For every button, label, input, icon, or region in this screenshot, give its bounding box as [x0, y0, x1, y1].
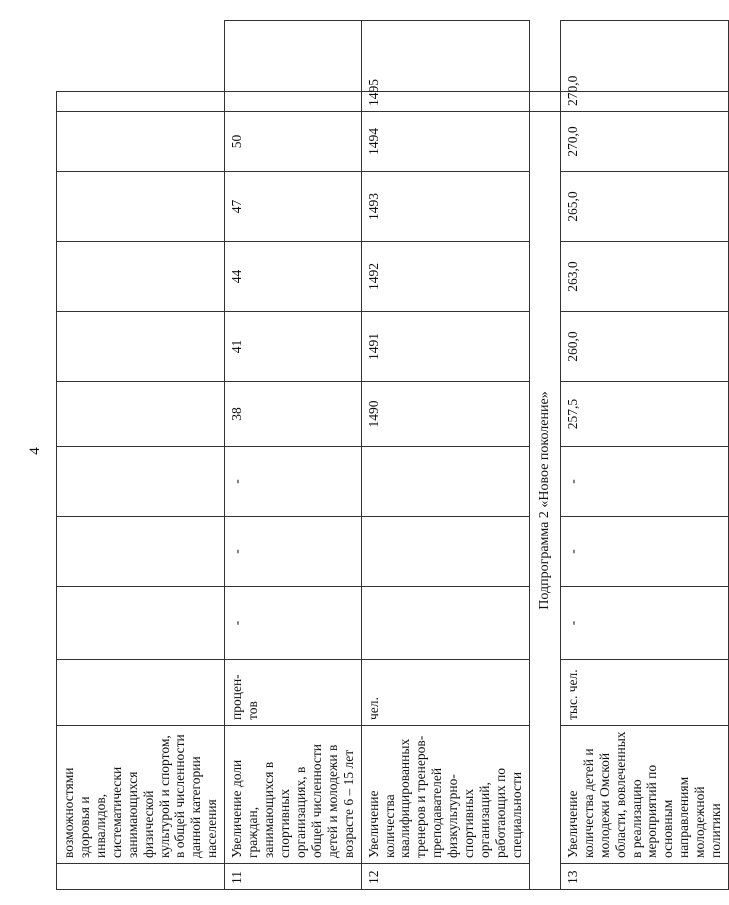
value-cell [57, 312, 225, 382]
value-cell: - [225, 587, 361, 660]
row-number: 11 [225, 864, 361, 890]
value-cell: 1491 [361, 312, 529, 382]
table-row [560, 21, 728, 890]
unit-cell: чел. [361, 660, 529, 726]
indicators-table [56, 20, 729, 890]
value-cell: - [560, 447, 728, 517]
row-number: 12 [361, 864, 529, 890]
indicator-name: Увеличение количества квалифицированных тренеров и тренеров-преподавателей физкультурно-спортивных организаций, работающих по специальности [361, 726, 529, 864]
value-cell: 1492 [361, 242, 529, 312]
value-cell: 263,0 [560, 242, 728, 312]
value-cell [57, 382, 225, 447]
value-cell [361, 21, 529, 92]
value-cell: 50 [225, 112, 361, 172]
value-cell [57, 587, 225, 660]
value-cell: - [225, 447, 361, 517]
value-cell: - [225, 517, 361, 587]
value-cell: 1490 [361, 382, 529, 447]
value-cell: - [560, 587, 728, 660]
value-cell [57, 517, 225, 587]
row-number: 13 [560, 864, 728, 890]
indicator-name: Увеличение доли граждан, занимающихся в спортивных организациях, в общей численности детей и молодежи в возрасте 6 – 15 лет [225, 726, 361, 864]
value-cell: 1495 [361, 92, 529, 112]
value-cell [57, 242, 225, 312]
value-cell: 38 [225, 382, 361, 447]
value-cell: 270,0 [560, 112, 728, 172]
value-cell: 257,5 [560, 382, 728, 447]
unit-cell: тыс. чел. [560, 660, 728, 726]
value-cell: 44 [225, 242, 361, 312]
unit-cell [57, 660, 225, 726]
value-cell: - [560, 517, 728, 587]
table-row [57, 21, 225, 890]
value-cell: 41 [225, 312, 361, 382]
value-cell: 265,0 [560, 172, 728, 242]
page-number: 4 [26, 447, 43, 455]
value-cell [361, 517, 529, 587]
value-cell: 1493 [361, 172, 529, 242]
indicator-name: Увеличение количества детей и молодежи Омской области, вовлеченных в реализацию мероприятий по основным направлениям молодежной политики [560, 726, 728, 864]
value-cell: 1494 [361, 112, 529, 172]
value-cell [225, 92, 361, 112]
value-cell [57, 172, 225, 242]
rotated-table-wrapper [56, 20, 724, 890]
table-row [225, 21, 361, 890]
spacer-cell [529, 92, 560, 112]
value-cell [57, 447, 225, 517]
subprogram-title: Подпрограмма 2 «Новое поколение» [529, 112, 560, 890]
subprogram-row [529, 21, 560, 890]
indicator-name: возможностями здоровья и инвалидов, систематически занимающихся физической культурой и спортом, в общей численности данной категории населения [57, 726, 225, 864]
value-cell: 260,0 [560, 312, 728, 382]
value-cell [57, 92, 225, 112]
unit-cell: процен-тов [225, 660, 361, 726]
value-cell: 47 [225, 172, 361, 242]
table-row [361, 21, 529, 890]
row-number [57, 864, 225, 890]
value-cell [560, 21, 728, 92]
value-cell [361, 447, 529, 517]
value-cell: 270,0 [560, 92, 728, 112]
value-cell [57, 112, 225, 172]
value-cell [361, 587, 529, 660]
value-cell [225, 21, 361, 92]
